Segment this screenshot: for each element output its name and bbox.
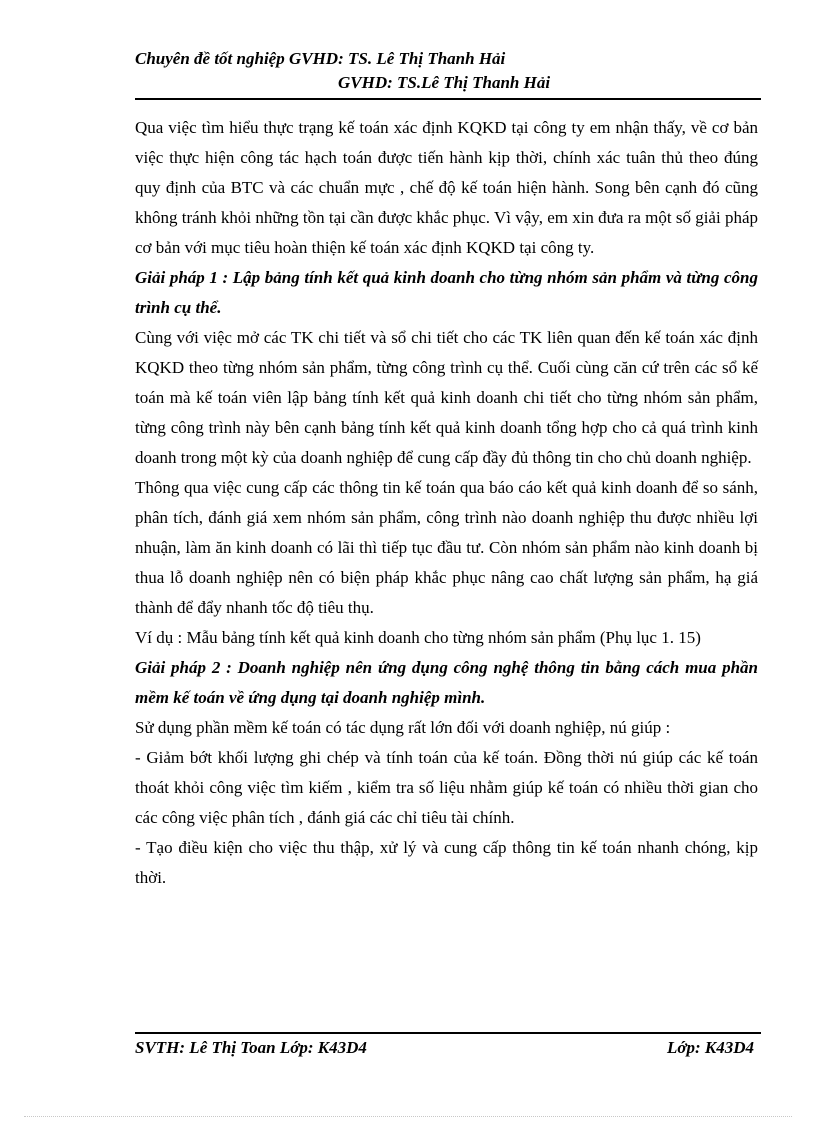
bullet-item-1: - Giảm bớt khối lượng ghi chép và tính toán của kế toán. Đồng thời nú giúp các kế toán thoát khỏi công việc tìm kiếm , kiểm tra số liệu nhằm giúp kế toán có nhiều thời gian cho các công việc phân tích , đánh giá các chỉ tiêu tài chính.: [135, 748, 758, 827]
bullet-item-2: - Tạo điều kiện cho việc thu thập, xử lý và cung cấp thông tin kế toán nhanh chóng, kịp thời.: [135, 838, 758, 887]
solution-2-heading: Giải pháp 2 : Doanh nghiệp nên ứng dụng công nghệ thông tin bằng cách mua phần mềm kế toán về ứng dụng tại doanh nghiệp mình.: [135, 658, 758, 707]
solution-1-paragraph-2: Thông qua việc cung cấp các thông tin kế toán qua báo cáo kết quả kinh doanh để so sánh, phân tích, đánh giá xem nhóm sản phẩm, công trình nào doanh nghiệp thu được nhiều lợi nhuận, làm ăn kinh doanh có lãi thì tiếp tục đầu tư. Còn nhóm sản phẩm nào kinh doanh bị thua lỗ doanh nghiệp nên có biện pháp khắc phục nâng cao chất lượng sản phẩm, hạ giá thành để đẩy nhanh tốc độ tiêu thụ.: [135, 478, 758, 617]
example-line: Ví dụ : Mẫu bảng tính kết quả kinh doanh cho từng nhóm sản phẩm (Phụ lục 1. 15): [135, 628, 701, 647]
page-edge-divider: [24, 1116, 792, 1117]
running-header-line2: GVHD: TS.Lê Thị Thanh Hải: [338, 73, 551, 92]
running-header-line1: Chuyên đề tốt nghiệp GVHD: TS. Lê Thị Thanh Hải: [135, 49, 506, 68]
document-body: [135, 113, 758, 893]
footer-rule: [135, 1032, 761, 1034]
solution-1-heading: Giải pháp 1 : Lập bảng tính kết quả kinh doanh cho từng nhóm sản phẩm và từng công trình cụ thể.: [135, 268, 758, 317]
header-rule: [135, 98, 761, 100]
solution-1-paragraph-1: Cùng với việc mở các TK chi tiết và sổ chi tiết cho các TK liên quan đến kế toán xác định KQKD theo từng nhóm sản phẩm, từng công trình cụ thể. Cuối cùng căn cứ trên các sổ kế toán mà kế toán viên lập bảng tính kết quả kinh doanh chi tiết cho từng nhóm sản phẩm, từng công trình này bên cạnh bảng tính kết quả kinh doanh tổng hợp cho cả quá trình kinh doanh trong một kỳ của doanh nghiệp để cung cấp đầy đủ thông tin cho chủ doanh nghiệp.: [135, 328, 758, 467]
intro-paragraph: Qua việc tìm hiểu thực trạng kế toán xác định KQKD tại công ty em nhận thấy, về cơ bản việc thực hiện công tác hạch toán được tiến hành kịp thời, chính xác tuân thủ theo đúng quy định của BTC và các chuẩn mực , chế độ kế toán hiện hành. Song bên cạnh đó cũng không tránh khỏi những tồn tại cần được khắc phục. Vì vậy, em xin đưa ra một số giải pháp cơ bản với mục tiêu hoàn thiện kế toán xác định KQKD tại công ty.: [135, 118, 758, 257]
solution-2-intro: Sử dụng phần mềm kế toán có tác dụng rất lớn đối với doanh nghiệp, nú giúp :: [135, 718, 671, 737]
footer-class-info: Lớp: K43D4: [666, 1038, 754, 1057]
footer-student-info: SVTH: Lê Thị Toan Lớp: K43D4: [135, 1038, 367, 1057]
